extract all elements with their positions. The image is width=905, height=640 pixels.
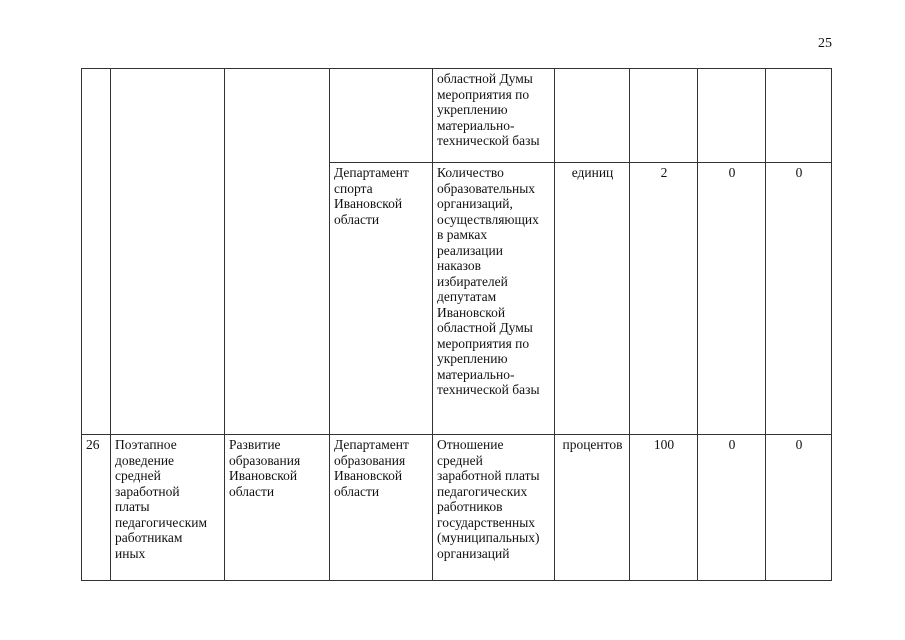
cell-indicator: Отношение средней заработной платы педагогических работников государственных (муниципальных) организаций: [433, 435, 555, 581]
cell-executor: [330, 69, 433, 163]
cell-unit: процентов: [555, 435, 630, 581]
cell-program: Развитие образования Ивановской области: [225, 435, 330, 581]
cell-program: [225, 69, 330, 435]
cell-executor: Департамент спорта Ивановской области: [330, 163, 433, 435]
cell-number: 26: [82, 435, 111, 581]
cell-unit: единиц: [555, 163, 630, 435]
cell-value-3: 0: [766, 435, 832, 581]
page-number: 25: [818, 36, 832, 51]
cell-value-3: 0: [766, 163, 832, 435]
cell-measure: [111, 69, 225, 435]
table-row: [82, 435, 832, 581]
cell-unit: [555, 69, 630, 163]
cell-indicator: областной Думы мероприятия по укреплению материально- технической базы: [433, 69, 555, 163]
cell-value-2: 0: [698, 163, 766, 435]
cell-value-1: 2: [630, 163, 698, 435]
cell-executor: Департамент образования Ивановской области: [330, 435, 433, 581]
cell-value-1: [630, 69, 698, 163]
cell-indicator: Количество образовательных организаций, осуществляющих в рамках реализации наказов избирателей депутатам Ивановской областной Думы мероприятия по укреплению материально- технической базы: [433, 163, 555, 435]
table-row: [82, 69, 832, 163]
cell-measure: Поэтапное доведение средней заработной платы педагогическим работникам иных: [111, 435, 225, 581]
indicators-table: [81, 68, 832, 581]
cell-value-2: 0: [698, 435, 766, 581]
cell-number: [82, 69, 111, 435]
cell-value-3: [766, 69, 832, 163]
cell-value-2: [698, 69, 766, 163]
cell-value-1: 100: [630, 435, 698, 581]
